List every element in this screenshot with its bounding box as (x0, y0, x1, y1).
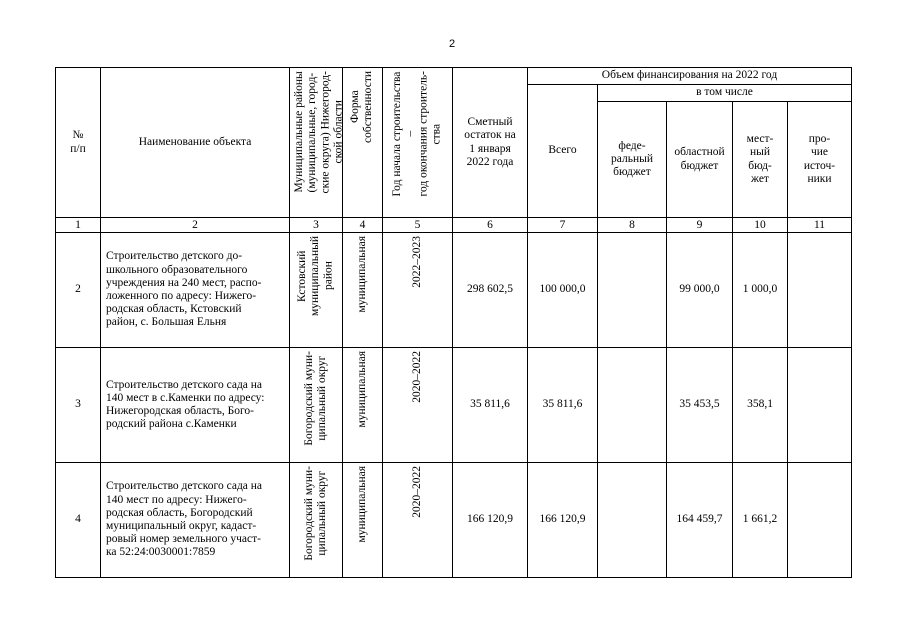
header-funding: Объем финансирования на 2022 год (528, 68, 852, 85)
row-total: 35 811,6 (528, 348, 598, 463)
row-years: 2020–2022 (383, 463, 453, 578)
column-number: 6 (453, 218, 528, 233)
header-ownership: Форма собственности (343, 68, 383, 218)
column-number: 9 (667, 218, 733, 233)
column-number: 2 (101, 218, 290, 233)
row-balance: 35 811,6 (453, 348, 528, 463)
header-years: Год начала строительства – год окончания строитель- ства (383, 68, 453, 218)
header-federal: феде- ральный бюджет (598, 102, 667, 218)
column-number: 3 (290, 218, 343, 233)
row-local: 1 000,0 (733, 233, 788, 348)
row-district: Кстовский муниципальный район (290, 233, 343, 348)
row-name: Строительство детского сада на 140 мест по адресу: Нижего- родская область, Богородский муниципальный округ, кадаст- ровый номер земельного участ- ка 52:24:0030001:7859 (101, 463, 290, 578)
header-including: в том числе (598, 85, 852, 102)
header-row-1 (56, 68, 852, 85)
header-total: Всего (528, 85, 598, 218)
row-ownership: муниципальная (343, 463, 383, 578)
page-number: 2 (448, 38, 456, 50)
header-local: мест- ный бюд- жет (733, 102, 788, 218)
row-name: Строительство детского до- школьного образовательного учреждения на 240 мест, распо- ложенного по адресу: Нижего- родская область, Кстовский район, с. Большая Ельня (101, 233, 290, 348)
row-ownership: муниципальная (343, 348, 383, 463)
row-regional: 99 000,0 (667, 233, 733, 348)
row-other (788, 463, 852, 578)
row-district: Богородский муни- ципальный округ (290, 348, 343, 463)
header-name: Наименование объекта (101, 68, 290, 218)
row-years: 2020–2022 (383, 348, 453, 463)
table-row (56, 233, 852, 348)
table-row (56, 348, 852, 463)
row-ownership: муниципальная (343, 233, 383, 348)
row-federal (598, 463, 667, 578)
header-balance: Сметный остаток на 1 января 2022 года (453, 68, 528, 218)
row-num: 4 (56, 463, 101, 578)
header-num: № п/п (56, 68, 101, 218)
column-number: 5 (383, 218, 453, 233)
row-other (788, 348, 852, 463)
row-regional: 164 459,7 (667, 463, 733, 578)
row-name: Строительство детского сада на 140 мест в с.Каменки по адресу: Нижегородская область, Бого- родский района с.Каменки (101, 348, 290, 463)
table-row (56, 463, 852, 578)
financing-table (55, 67, 852, 578)
row-total: 100 000,0 (528, 233, 598, 348)
row-district: Богородский муни- ципальный округ (290, 463, 343, 578)
column-number: 1 (56, 218, 101, 233)
row-local: 358,1 (733, 348, 788, 463)
row-years: 2022–2023 (383, 233, 453, 348)
column-number: 4 (343, 218, 383, 233)
header-other: про- чие источ- ники (788, 102, 852, 218)
column-number: 7 (528, 218, 598, 233)
row-balance: 298 602,5 (453, 233, 528, 348)
column-number: 8 (598, 218, 667, 233)
column-number: 10 (733, 218, 788, 233)
row-balance: 166 120,9 (453, 463, 528, 578)
row-num: 3 (56, 348, 101, 463)
header-regional: областной бюджет (667, 102, 733, 218)
header-district: Муниципальные районы (муниципальные, город- ские округа) Нижегород- ской области (290, 68, 343, 218)
row-regional: 35 453,5 (667, 348, 733, 463)
row-total: 166 120,9 (528, 463, 598, 578)
column-number-row (56, 218, 852, 233)
row-num: 2 (56, 233, 101, 348)
row-federal (598, 348, 667, 463)
row-local: 1 661,2 (733, 463, 788, 578)
row-federal (598, 233, 667, 348)
row-other (788, 233, 852, 348)
column-number: 11 (788, 218, 852, 233)
